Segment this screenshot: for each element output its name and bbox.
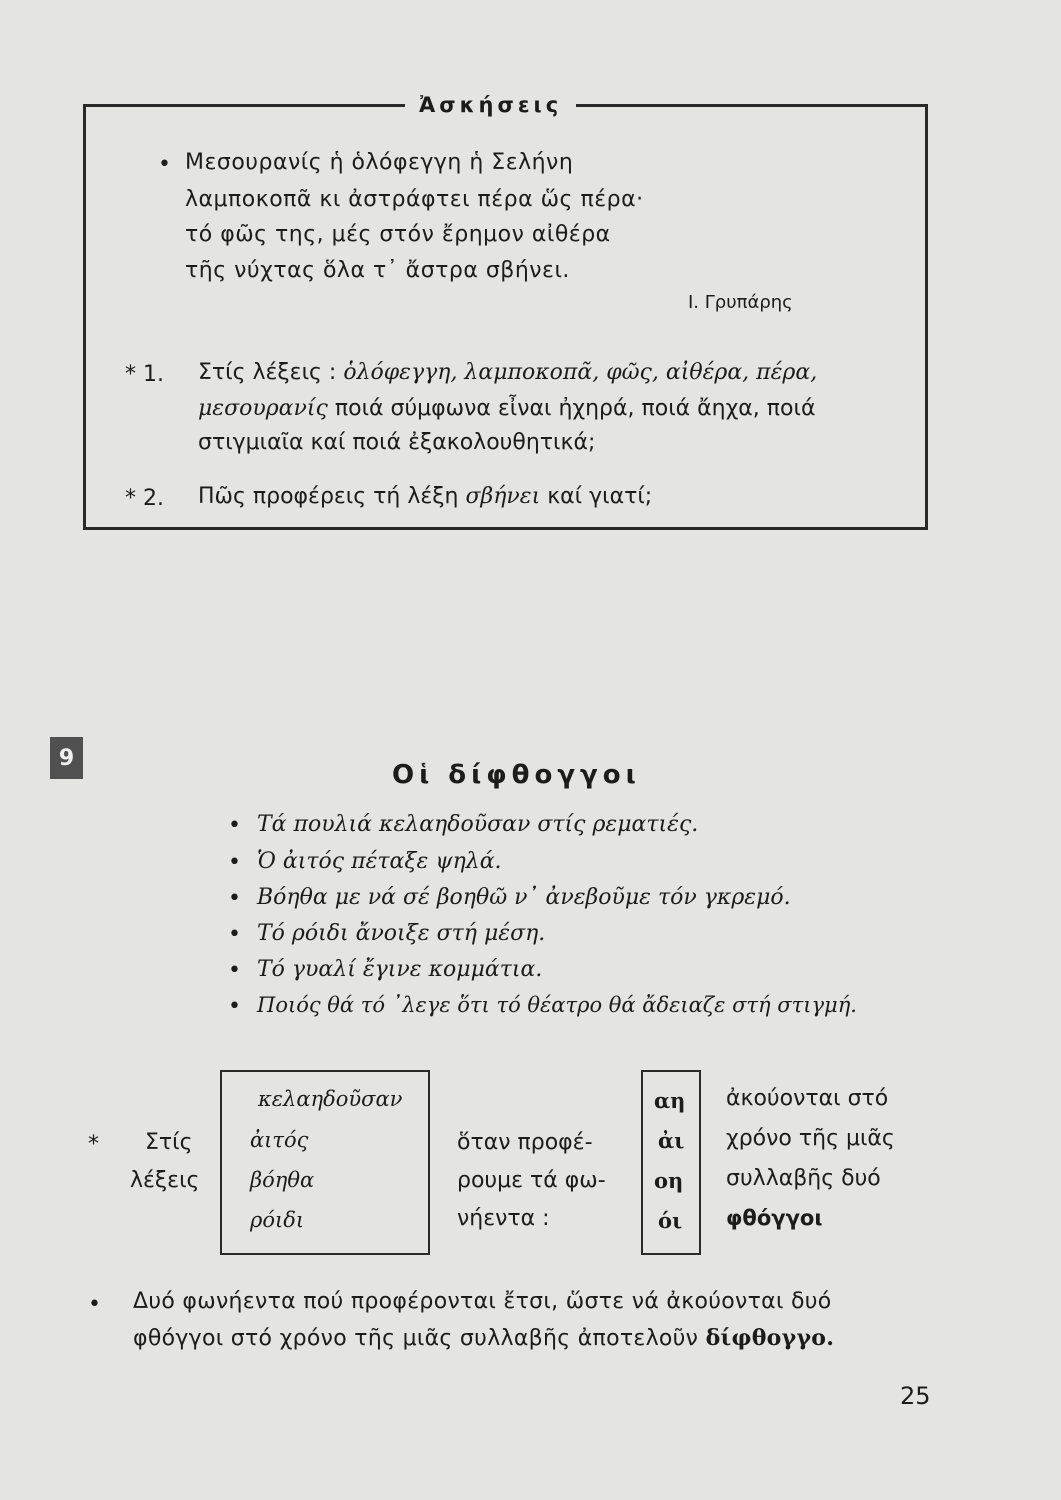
sentence-bullet: •: [228, 850, 241, 875]
example-sentence: Τό γυαλί ἔγινε κομμάτια.: [257, 957, 543, 982]
rule-text: φθόγγοι στό χρόνο τῆς μιᾶς συλλαβῆς ἀποτελοῦν: [133, 1326, 699, 1351]
question-2-prefix: Πῶς προφέρεις τή λέξη: [198, 484, 459, 509]
table-word: ρόιδι: [250, 1208, 305, 1232]
table-right-line: χρόνο τῆς μιᾶς: [726, 1126, 895, 1151]
poem-line: Μεσουρανίς ἡ ὁλόφεγγη ἡ Σελήνη: [185, 150, 574, 175]
sentence-bullet: •: [228, 886, 241, 911]
table-middle-line: ὅταν προφέ-: [457, 1130, 593, 1155]
question-1-text: ποιά σύμφωνα εἶναι ἠχηρά, ποιά ἄηχα, ποιά: [334, 396, 816, 421]
question-2-number: * 2.: [125, 486, 164, 511]
table-label-line-2: λέξεις: [130, 1168, 200, 1193]
example-sentence: Τό ρόιδι ἄνοιξε στή μέση.: [257, 921, 546, 946]
table-right-term: φθόγγοι: [726, 1206, 823, 1230]
example-sentence: Τά πουλιά κελαηδοῦσαν στίς ρεματιές.: [257, 812, 699, 837]
table-word: ἀιτός: [250, 1128, 309, 1152]
sentence-bullet: •: [228, 958, 241, 983]
example-sentence: Ὁ ἀιτός πέταξε ψηλά.: [257, 849, 502, 874]
page-number: 25: [900, 1382, 931, 1410]
table-right-line: ἀκούονται στό: [726, 1086, 889, 1111]
rule-term: δίφθογγο.: [705, 1325, 835, 1351]
table-diphthong: αη: [654, 1088, 686, 1113]
question-1-number: * 1.: [125, 362, 164, 387]
poem-author: Ι. Γρυπάρης: [688, 292, 793, 313]
question-1-line-3: στιγμιαῖα καί ποιά ἐξακολουθητικά;: [198, 430, 596, 455]
question-1-line-2: [198, 392, 815, 426]
question-2-word: σβήνει: [465, 484, 541, 509]
sentence-bullet: •: [228, 994, 241, 1019]
poem-bullet: •: [158, 152, 171, 177]
table-middle-line: νήεντα :: [457, 1206, 550, 1231]
rule-line-2: [133, 1325, 834, 1351]
table-diphthong: όι: [658, 1208, 683, 1233]
table-label-line-1: Στίς: [145, 1130, 193, 1155]
question-1-words: ὁλόφεγγη, λαμποκοπᾶ, φῶς, αἰθέρα, πέρα,: [343, 360, 818, 385]
table-diphthong: οη: [654, 1168, 684, 1193]
table-middle-line: ρουμε τά φω-: [457, 1168, 606, 1193]
exercises-title: Ἀσκήσεις: [405, 93, 576, 117]
poem-line: τῆς νύχτας ὅλα τ᾽ ἄστρα σβήνει.: [185, 258, 570, 283]
table-diphthong: ἀι: [658, 1128, 685, 1153]
section-title: Οἱ δίφθογγοι: [392, 760, 641, 790]
poem-line: λαμποκοπᾶ κι ἀστράφτει πέρα ὥς πέρα·: [185, 187, 644, 212]
rule-line-1: Δυό φωνήεντα πού προφέρονται ἔτσι, ὥστε νά ἀκούονται δυό: [133, 1289, 832, 1314]
example-sentence: Βόηθα με νά σέ βοηθῶ ν᾽ ἀνεβοῦμε τόν γκρεμό.: [257, 885, 791, 910]
rule-bullet: •: [88, 1292, 101, 1317]
table-word: βόηθα: [250, 1168, 315, 1192]
section-number-badge: 9: [50, 737, 83, 779]
table-star: *: [88, 1132, 99, 1157]
table-word: κελαηδοῦσαν: [258, 1087, 403, 1111]
question-1-line-1: [198, 356, 817, 390]
question-2-line: [198, 480, 652, 514]
poem-line: τό φῶς της, μές στόν ἔρημον αἰθέρα: [185, 222, 611, 247]
question-2-suffix: καί γιατί;: [547, 484, 653, 509]
table-right-line: συλλαβῆς δυό: [726, 1166, 881, 1191]
question-1-word-mesouranis: μεσουρανίς: [198, 396, 328, 421]
sentence-bullet: •: [228, 922, 241, 947]
question-1-prefix: Στίς λέξεις :: [198, 360, 337, 385]
sentence-bullet: •: [228, 813, 241, 838]
example-sentence: Ποιός θά τό ᾽λεγε ὅτι τό θέατρο θά ἄδειαζε στή στιγμή.: [257, 993, 857, 1017]
